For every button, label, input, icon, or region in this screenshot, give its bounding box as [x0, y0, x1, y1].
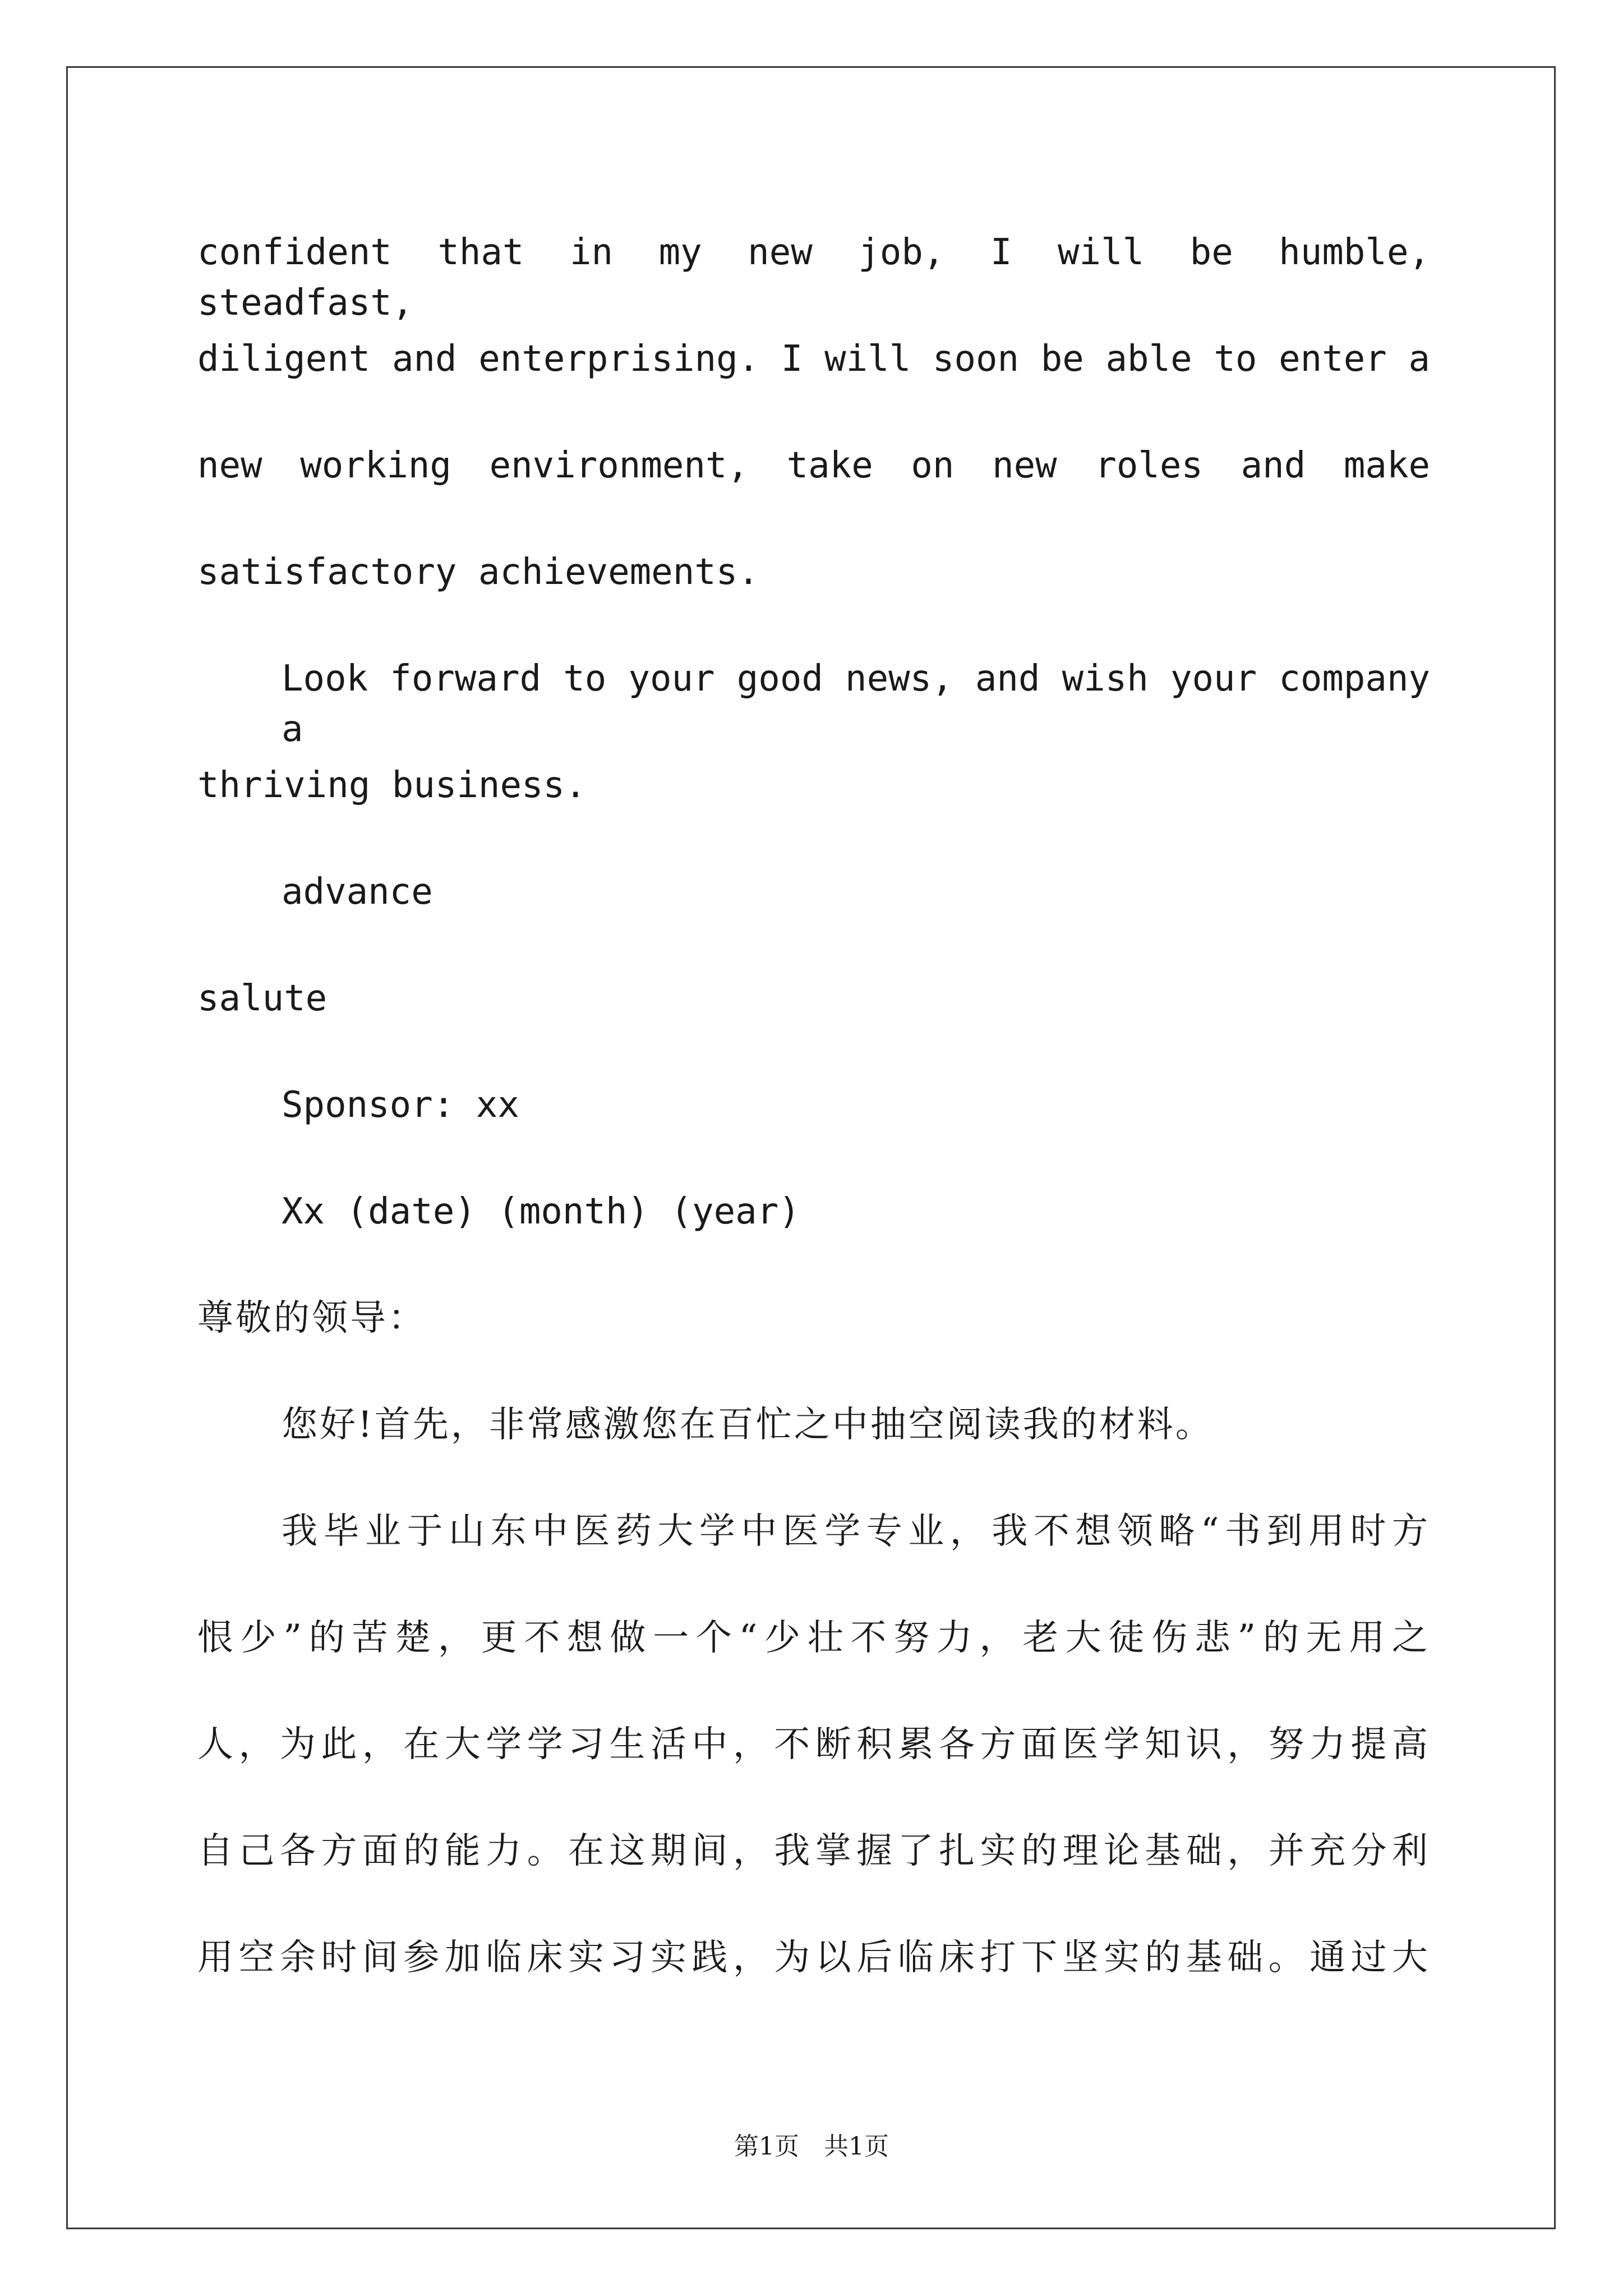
text-line: satisfactory achievements.: [197, 551, 759, 593]
text-line: 我毕业于山东中医药大学中医学专业，我不想领略“书到用时方: [282, 1511, 1430, 1552]
text-line: salute: [197, 978, 328, 1019]
text-line: diligent and enterprising. I will soon be able to enter a: [197, 338, 1430, 380]
page-total: 共1页: [824, 2132, 889, 2161]
text-line: 自己各方面的能力。在这期间，我掌握了扎实的理论基础，并充分利: [197, 1830, 1430, 1872]
signature-sponsor: Sponsor: xx: [282, 1084, 519, 1126]
salutation: 尊敬的领导：: [197, 1297, 426, 1339]
text-line: confident that in my new job, I will be humble, steadfast,: [197, 232, 1430, 324]
text-line: Look forward to your good news, and wish your company a: [282, 658, 1430, 750]
text-line: 恨少”的苦楚，更不想做一个“少壮不努力，老大徒伤悲”的无用之: [197, 1617, 1430, 1659]
text-line: advance: [282, 871, 433, 913]
text-line: thriving business.: [197, 765, 587, 806]
page-number: 第1页: [734, 2132, 799, 2161]
document-body: [197, 227, 1430, 2039]
text-line: 用空余时间参加临床实习实践，为以后临床打下坚实的基础。通过大: [197, 1937, 1430, 1978]
signature-date: Xx (date) (month) (year): [282, 1191, 800, 1232]
text-line: 您好!首先，非常感激您在百忙之中抽空阅读我的材料。: [282, 1404, 1214, 1446]
page-footer: [0, 2126, 1623, 2162]
text-line: new working environment, take on new roles and make: [197, 445, 1430, 486]
text-line: 人，为此，在大学学习生活中，不断积累各方面医学知识，努力提高: [197, 1724, 1430, 1765]
